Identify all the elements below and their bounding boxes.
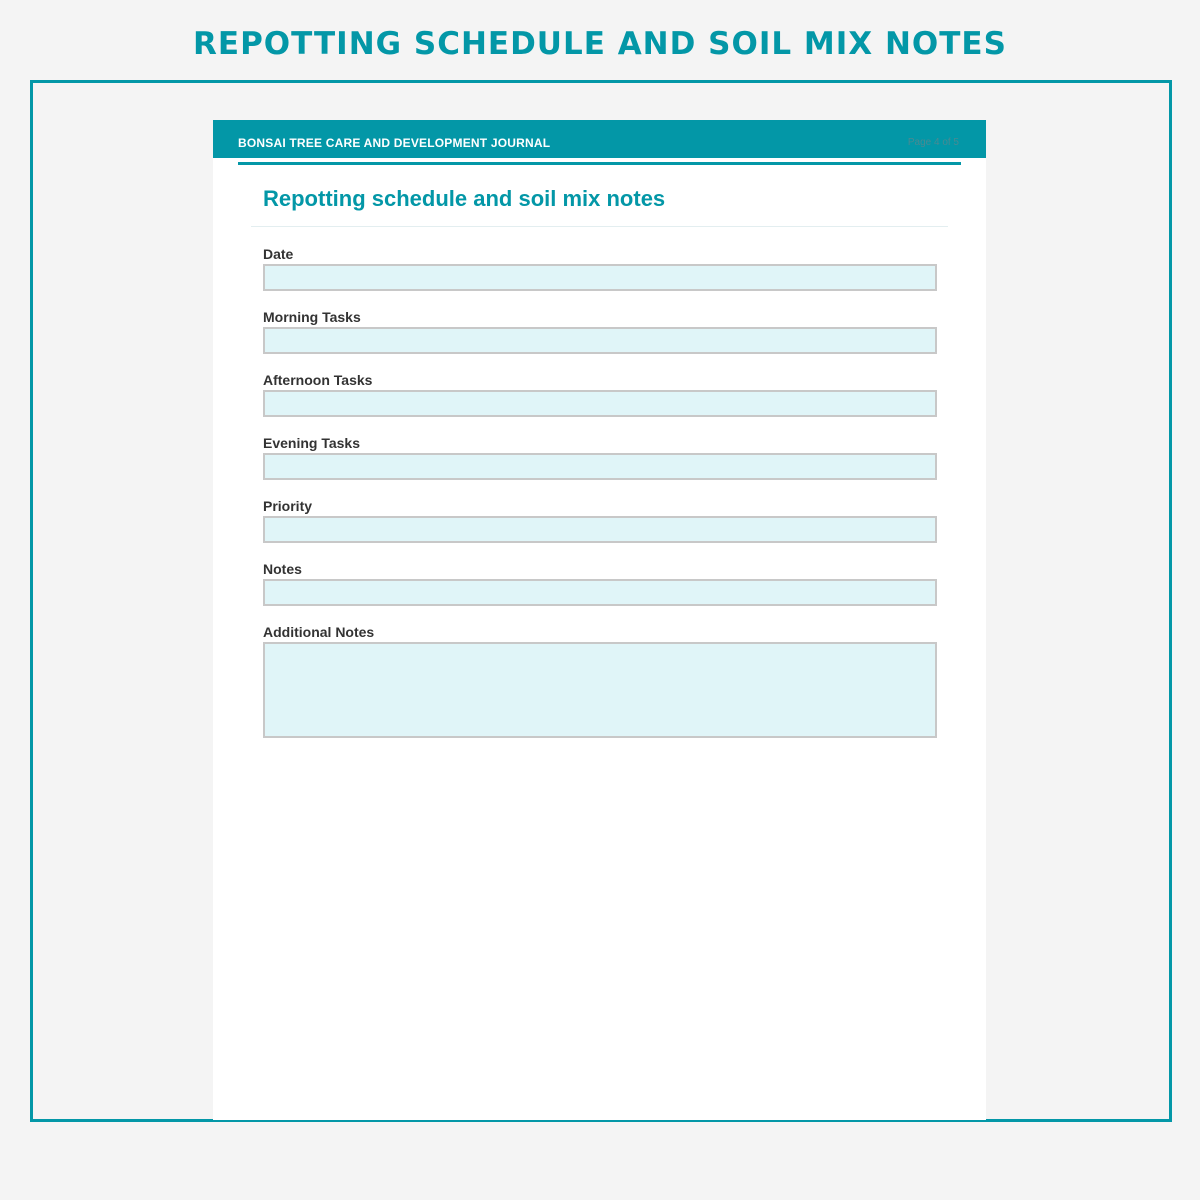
afternoon-tasks-field[interactable]	[263, 390, 937, 417]
banner-title: REPOTTING SCHEDULE AND SOIL MIX NOTES	[193, 26, 1007, 62]
title-divider	[251, 226, 948, 227]
morning-tasks-field[interactable]	[263, 327, 937, 354]
header-divider	[238, 162, 961, 165]
additional-notes-label: Additional Notes	[263, 624, 375, 640]
journal-title: BONSAI TREE CARE AND DEVELOPMENT JOURNAL	[238, 136, 551, 150]
date-field[interactable]	[263, 264, 937, 291]
priority-field[interactable]	[263, 516, 937, 543]
journal-page	[213, 120, 986, 1120]
date-label: Date	[263, 246, 294, 262]
priority-label: Priority	[263, 498, 313, 514]
section-title: Repotting schedule and soil mix notes	[263, 186, 666, 211]
additional-notes-field[interactable]	[263, 642, 937, 738]
notes-label: Notes	[263, 561, 302, 577]
notes-field[interactable]	[263, 579, 937, 606]
page-number: Page 4 of 5	[907, 137, 959, 148]
evening-tasks-field[interactable]	[263, 453, 937, 480]
morning-tasks-label: Morning Tasks	[263, 309, 361, 325]
afternoon-tasks-label: Afternoon Tasks	[263, 372, 373, 388]
evening-tasks-label: Evening Tasks	[263, 435, 361, 451]
page-header	[213, 120, 986, 158]
